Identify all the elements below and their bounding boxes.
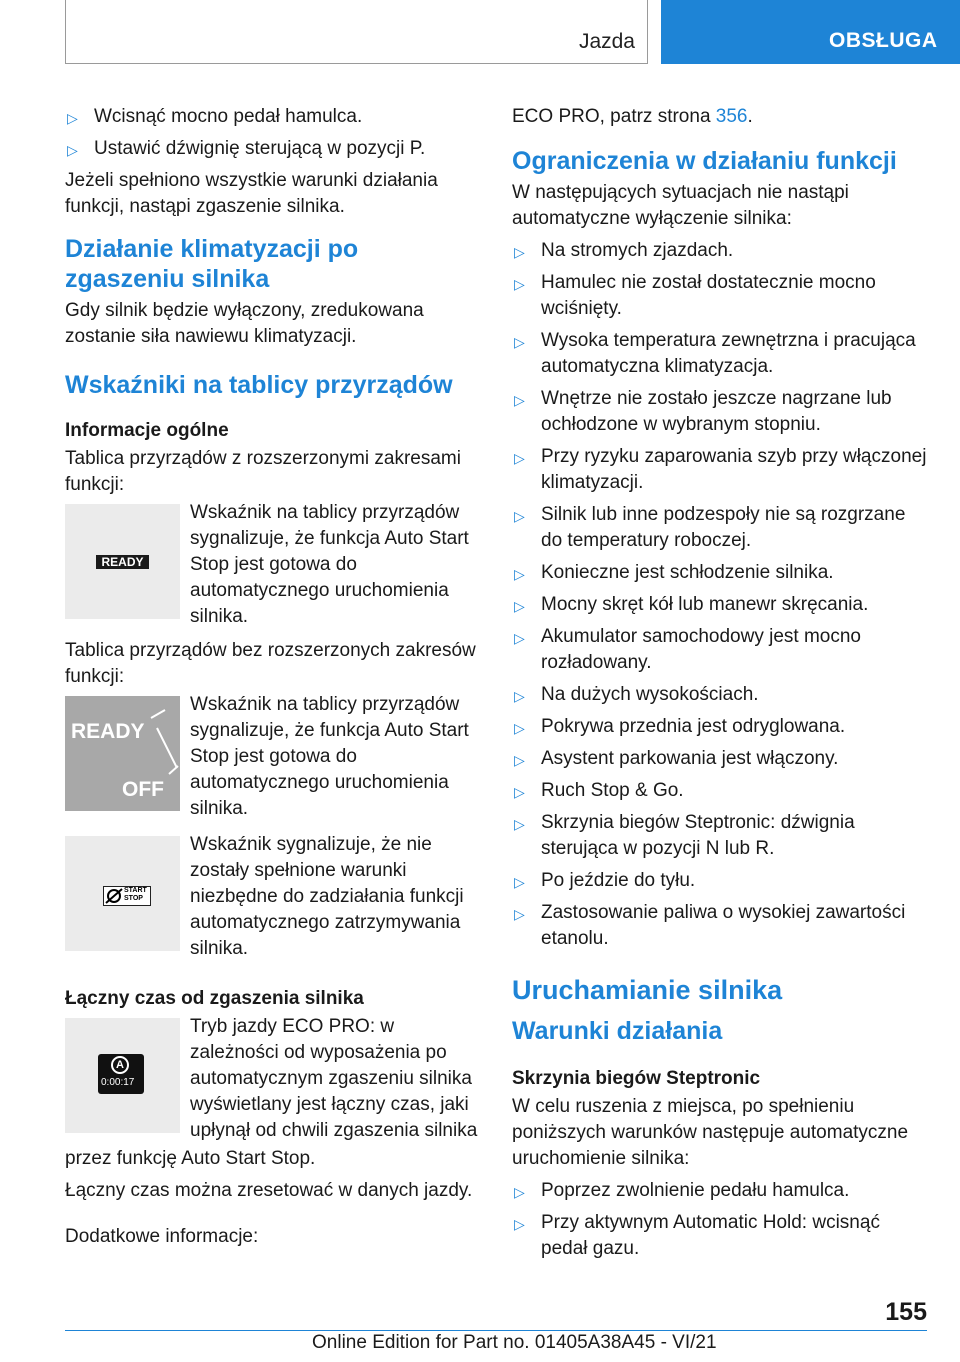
list-item: ▷ Po jeździe do tyłu. — [512, 868, 927, 894]
list-item: ▷ Ruch Stop & Go. — [512, 778, 927, 804]
list-item: ▷ Silnik lub inne podzespoły nie są rozgrzane do temperatury roboczej. — [514, 504, 906, 551]
list-item: ▷ Konieczne jest schłodzenie silnika. — [512, 560, 927, 586]
list-item: ▷ Ustawić dźwignię sterującą w pozycji P. — [65, 136, 480, 162]
header-frame — [65, 0, 648, 64]
triangle-bullet-icon: ▷ — [514, 1216, 525, 1232]
paragraph: Jeżeli spełniono wszystkie warunki działania funkcji, nastąpi zgaszenie silnika. — [65, 170, 438, 217]
list-item: ▷ Hamulec nie został dostatecznie mocno wciśnięty. — [514, 272, 876, 319]
figure-ready-off — [65, 696, 480, 822]
triangle-bullet-icon: ▷ — [514, 784, 525, 800]
figure-eco-pro-timer — [65, 1018, 480, 1144]
triangle-bullet-icon: ▷ — [514, 392, 525, 408]
figure-caption: Wskaźnik na tablicy przyrządów sygnalizuje, że funkcja Auto Start Stop jest gotowa do automatycznego uruchomienia silnika. — [190, 502, 469, 627]
triangle-bullet-icon: ▷ — [514, 720, 525, 736]
edition-footer: Online Edition for Part no. 01405A38A45 - VI/21 — [312, 1332, 717, 1353]
ready-label-icon: READY — [71, 720, 145, 743]
triangle-bullet-icon: ▷ — [514, 334, 525, 350]
footer-divider — [65, 1330, 927, 1331]
section-heading-warunki: Warunki działania — [512, 1017, 723, 1045]
page-number: 155 — [885, 1298, 927, 1326]
section-heading-uruchamianie: Uruchamianie silnika — [512, 975, 783, 1005]
triangle-bullet-icon: ▷ — [514, 1184, 525, 1200]
paragraph: Łączny czas można zresetować w danych jazdy. — [65, 1180, 473, 1201]
header-chapter-label: OBSŁUGA — [829, 29, 938, 52]
triangle-bullet-icon: ▷ — [67, 142, 78, 158]
list-item: ▷ Przy ryzyku zaparowania szyb przy włączonej klimatyzacji. — [514, 446, 927, 493]
list-item: ▷ Mocny skręt kół lub manewr skręcania. — [512, 592, 927, 618]
list-item: ▷ Wysoka temperatura zewnętrzna i pracująca automatyczna klimatyzacja. — [514, 330, 916, 377]
paragraph: Dodatkowe informacje: — [65, 1226, 259, 1247]
triangle-bullet-icon: ▷ — [514, 566, 525, 582]
header-chapter-tab — [661, 0, 960, 64]
triangle-bullet-icon: ▷ — [514, 816, 525, 832]
figure-caption: Wskaźnik sygnalizuje, że nie zostały spełnione warunki niezbędne do zadziałania funkcji automatycznego zatrzymywania silnika. — [190, 834, 464, 959]
list-item: ▷ Przy aktywnym Automatic Hold: wcisnąć pedał gazu. — [514, 1212, 880, 1259]
page-reference-link[interactable]: 356 — [715, 106, 748, 127]
start-stop-crossed-icon: START STOP — [103, 886, 151, 906]
list-item: ▷ Pokrywa przednia jest odryglowana. — [512, 714, 927, 740]
right-column — [512, 104, 927, 1268]
figure-ready-extended — [65, 504, 480, 630]
triangle-bullet-icon: ▷ — [514, 752, 525, 768]
triangle-bullet-icon: ▷ — [514, 276, 525, 292]
paragraph: Tablica przyrządów bez rozszerzonych zakresów funkcji: — [65, 640, 476, 687]
eco-pro-timer-image — [65, 1018, 180, 1133]
section-heading-wskazniki: Wskaźniki na tablicy przyrządów — [65, 371, 453, 399]
paragraph: Tablica przyrządów z rozszerzonymi zakresami funkcji: — [65, 448, 461, 495]
paragraph: W następujących sytuacjach nie nastąpi automatyczne wyłączenie silnika: — [512, 182, 849, 229]
list-item: ▷ Asystent parkowania jest włączony. — [512, 746, 927, 772]
triangle-bullet-icon: ▷ — [514, 906, 525, 922]
triangle-bullet-icon: ▷ — [514, 688, 525, 704]
ready-indicator-image — [65, 504, 180, 619]
subheading-skrzynia: Skrzynia biegów Steptronic — [512, 1068, 761, 1089]
triangle-bullet-icon: ▷ — [514, 630, 525, 646]
ready-indicator-icon: READY — [96, 555, 149, 569]
ready-off-gauge-image — [65, 696, 180, 811]
list-item: ▷ Zastosowanie paliwa o wysokiej zawartości etanolu. — [514, 902, 906, 949]
restrictions-list — [512, 238, 927, 952]
paragraph: W celu ruszenia z miejsca, po spełnieniu poniższych warunków następuje automatyczne uruchomienie silnika: — [512, 1096, 909, 1169]
subheading-laczny-czas: Łączny czas od zgaszenia silnika — [65, 988, 364, 1009]
list-item: ▷ Poprzez zwolnienie pedału hamulca. — [512, 1178, 927, 1204]
paragraph: ECO PRO, patrz strona 356. — [512, 106, 753, 127]
triangle-bullet-icon: ▷ — [67, 110, 78, 126]
section-heading-klimatyzacja: Działanie klimatyzacji po zgaszeniu silnika — [65, 235, 359, 293]
off-label-icon: OFF — [122, 778, 164, 801]
figure-caption: Tryb jazdy ECO PRO: w zależności od wyposażenia po automatycznym zgaszeniu silnika wyświetlany jest łączny czas, jaki upłynął od chwili zgaszenia silnika — [190, 1016, 478, 1141]
subheading-informacje: Informacje ogólne — [65, 420, 229, 441]
triangle-bullet-icon: ▷ — [514, 598, 525, 614]
paragraph: przez funkcję Auto Start Stop. — [65, 1148, 316, 1169]
section-heading-ograniczenia: Ograniczenia w działaniu funkcji — [512, 147, 897, 175]
triangle-bullet-icon: ▷ — [514, 874, 525, 890]
list-item: ▷ Wcisnąć mocno pedał hamulca. — [65, 104, 480, 130]
header-section-title: Jazda — [578, 30, 635, 53]
list-item: ▷ Na dużych wysokościach. — [512, 682, 927, 708]
list-item: ▷ Wnętrze nie zostało jeszcze nagrzane lub ochłodzone w wybranym stopniu. — [514, 388, 892, 435]
figure-start-stop-unavailable — [65, 836, 480, 962]
auto-start-stop-timer-icon: A 0:00:17 — [98, 1054, 144, 1094]
triangle-bullet-icon: ▷ — [514, 508, 525, 524]
left-column — [65, 104, 480, 1256]
triangle-bullet-icon: ▷ — [514, 450, 525, 466]
triangle-bullet-icon: ▷ — [514, 244, 525, 260]
list-item: ▷ Na stromych zjazdach. — [512, 238, 927, 264]
figure-caption: Wskaźnik na tablicy przyrządów sygnalizuje, że funkcja Auto Start Stop jest gotowa do automatycznego uruchomienia silnika. — [190, 694, 469, 819]
paragraph: Gdy silnik będzie wyłączony, zredukowana zostanie siła nawiewu klimatyzacji. — [65, 300, 424, 347]
list-item: ▷ Skrzynia biegów Steptronic: dźwignia sterująca w pozycji N lub R. — [514, 812, 855, 859]
list-item: ▷ Akumulator samochodowy jest mocno rozładowany. — [514, 626, 861, 673]
start-stop-image — [65, 836, 180, 951]
